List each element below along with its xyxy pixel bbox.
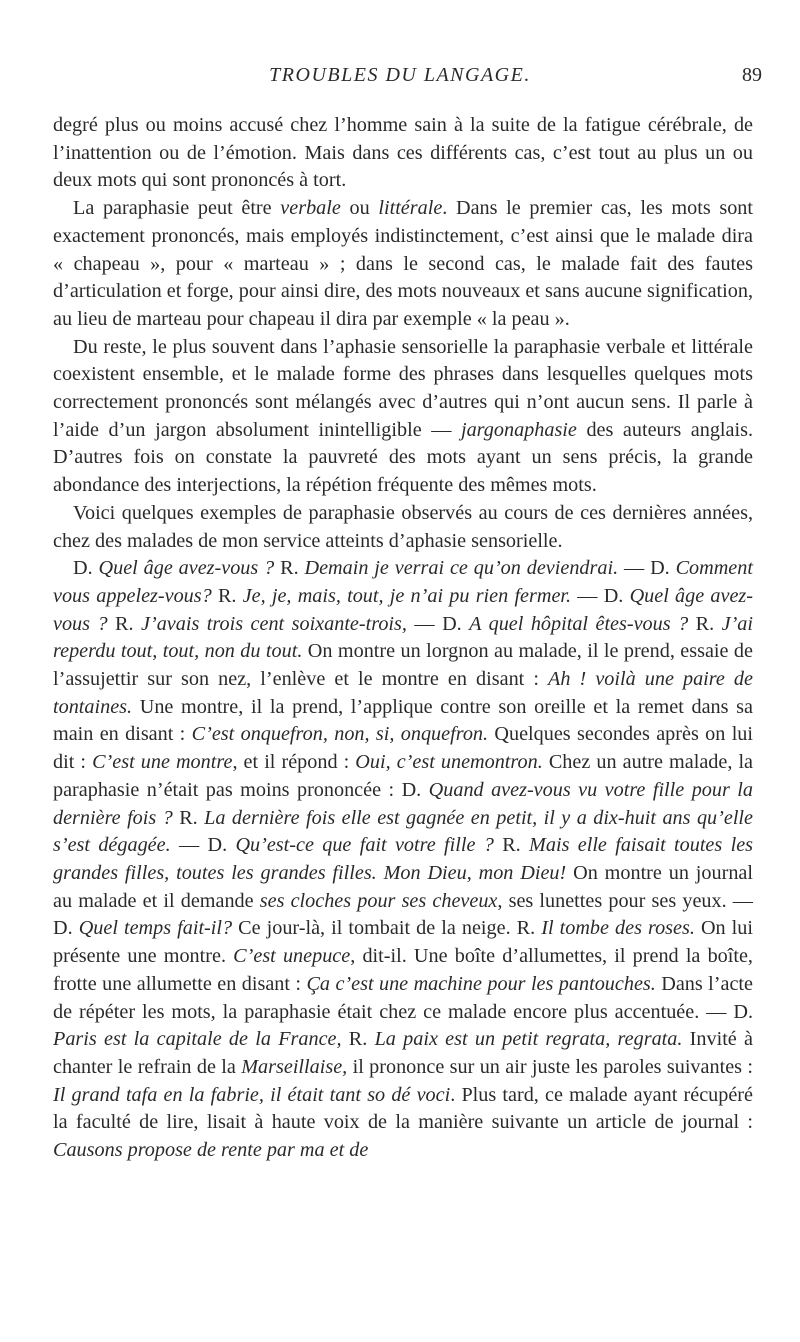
text-run: . Plus tard, ce malade ayant récupéré la faculté de lire, lisait à haute voix de la manière suivante un article de journal : xyxy=(53,1083,753,1134)
text-run: Quelques secondes après on lui dit : xyxy=(53,723,754,774)
text-run: — D. xyxy=(618,557,676,580)
italic-text: J’avais trois cent soixante-trois, xyxy=(141,612,407,635)
italic-text: Ah ! voilà une paire de tontaines. xyxy=(53,668,753,718)
italic-text: A quel hôpital êtes-vous ? xyxy=(469,612,689,635)
italic-text: Quel âge avez-vous ? xyxy=(98,557,275,580)
paragraph xyxy=(53,334,753,500)
text-run: On lui présente une montre. xyxy=(53,917,753,968)
body-text xyxy=(53,112,753,1165)
italic-text: Oui, c’est unemontron. xyxy=(355,751,543,774)
text-run: On montre un lorgnon au malade, il le prend, essaie de l’assujettir sur son nez, l’enlève et le montre en disant : xyxy=(53,640,753,691)
text-run: R. xyxy=(107,612,142,635)
text-run: — D. xyxy=(406,612,470,635)
running-title: TROUBLES DU LANGAGE. xyxy=(269,64,531,86)
italic-text: littérale xyxy=(378,197,443,220)
text-run: — D. xyxy=(170,834,236,857)
italic-text: Il grand tafa en la fabrie, il était tant so dé voci xyxy=(53,1083,451,1106)
italic-text: Quand avez-vous vu votre fille pour la dernière fois ? xyxy=(53,778,753,829)
italic-text: Quel âge avez-vous ? xyxy=(53,584,753,635)
italic-text: J’ai reperdu tout, tout, non du tout. xyxy=(53,612,754,663)
italic-text: C’est une montre xyxy=(92,751,233,774)
page-number: 89 xyxy=(742,64,762,86)
italic-text: Paris est la capitale de la France, xyxy=(53,1028,342,1051)
text-run: . Dans le premier cas, les mots sont exactement prononcés, mais employés indistinctement, c’est ainsi que le malade dira « chapeau », pour « marteau » ; dans le second cas, le malade fait des fautes d’articulation et forge, pour ainsi dire, des mots nouveaux et sans aucune signification, au lieu de marteau pour chapeau il dira par exemple « la peau ». xyxy=(53,197,754,330)
paragraph xyxy=(53,195,753,334)
italic-text: Causons propose de rente par ma et de xyxy=(53,1139,369,1162)
italic-text: La paix est un petit regrata, regrata. xyxy=(374,1028,683,1051)
text-run: R. xyxy=(172,806,205,829)
text-run: des auteurs anglais. D’autres fois on constate la pauvreté des mots ayant un sens précis, la grande abondance des interjections, la répétion fréquente des mêmes mots. xyxy=(53,418,754,497)
text-run: On montre un journal au malade et il demande xyxy=(53,861,753,912)
italic-text: Demain je verrai ce qu’on deviendrai. xyxy=(304,557,619,580)
text-run: R. xyxy=(688,612,722,635)
italic-text: La dernière fois elle est gagnée en petit, il y a dix-huit ans qu’elle s’est dégagée. xyxy=(53,806,753,857)
text-run: R. xyxy=(493,834,530,857)
italic-text: C’est unepuce xyxy=(233,945,351,968)
text-run: Voici quelques exemples de paraphasie observés au cours de ces dernières années, chez des malades de mon service atteints d’aphasie sensorielle. xyxy=(53,501,753,552)
text-run: ou xyxy=(340,197,379,220)
italic-text: Mais elle faisait toutes les grandes filles, toutes les grandes filles. Mon Dieu, mon Dieu! xyxy=(53,834,754,884)
text-run: D. xyxy=(73,557,99,580)
text-run: Dans l’acte de répéter les mots, la paraphasie était chez ce malade encore plus accentuée. — D. xyxy=(53,972,753,1023)
text-run: La paraphasie peut être xyxy=(73,197,281,220)
text-run: Ce jour-là, il tombait de la neige. R. xyxy=(232,917,542,940)
text-run: il prononce sur un air juste les paroles suivantes : xyxy=(347,1055,753,1078)
italic-text: Comment vous appelez-vous? xyxy=(53,557,753,607)
paragraph xyxy=(53,555,753,1164)
text-run: R. xyxy=(274,557,305,580)
paragraph xyxy=(53,112,753,195)
text-run: , dit-il. Une boîte d’allumettes, il prend la boîte, frotte une allumette en disant : xyxy=(53,945,753,995)
paragraph xyxy=(53,500,753,555)
italic-text: verbale xyxy=(280,197,341,220)
text-run: R. xyxy=(211,584,243,607)
italic-text: jargonaphasie xyxy=(460,418,577,441)
italic-text: Il tombe des roses. xyxy=(541,917,695,940)
text-run: Chez un autre malade, la paraphasie n’était pas moins prononcée : D. xyxy=(53,751,754,801)
text-run: degré plus ou moins accusé chez l’homme sain à la suite de la fatigue cérébrale, de l’inattention ou de l’émotion. Mais dans ces différents cas, c’est tout au plus un ou deux mots qui sont prononcés à tort. xyxy=(53,114,753,192)
italic-text: Qu’est-ce que fait votre fille ? xyxy=(235,834,494,857)
page-header xyxy=(0,62,800,92)
italic-text: ses cloches pour ses cheveux xyxy=(259,889,498,912)
italic-text: Je, je, mais, tout, je n’ai pu rien fermer. xyxy=(242,584,572,607)
text-run: R. xyxy=(341,1028,375,1051)
italic-text: C’est onquefron, non, si, onquefron. xyxy=(191,723,489,746)
text-run: Une montre, il la prend, l’applique contre son oreille et la remet dans sa main en disant : xyxy=(53,695,753,746)
italic-text: Ça c’est une machine pour les pantouches. xyxy=(306,972,656,995)
text-run: , ses lunettes pour ses yeux. — D. xyxy=(53,889,753,940)
text-run: , et il répond : xyxy=(232,751,356,774)
text-run: — D. xyxy=(571,584,630,607)
italic-text: Quel temps fait-il? xyxy=(78,917,233,940)
text-run: Du reste, le plus souvent dans l’aphasie sensorielle la paraphasie verbale et littérale coexistent ensemble, et le malade forme des phrases dans lesquelles quelques mots correctement prononcés sont mélangés avec d’autres qui n’ont aucun sens. Il parle à l’aide d’un jargon absolument inintelligible — xyxy=(53,335,753,441)
text-run: Invité à chanter le refrain de la xyxy=(53,1028,753,1078)
italic-text: Marseillaise, xyxy=(241,1055,348,1078)
